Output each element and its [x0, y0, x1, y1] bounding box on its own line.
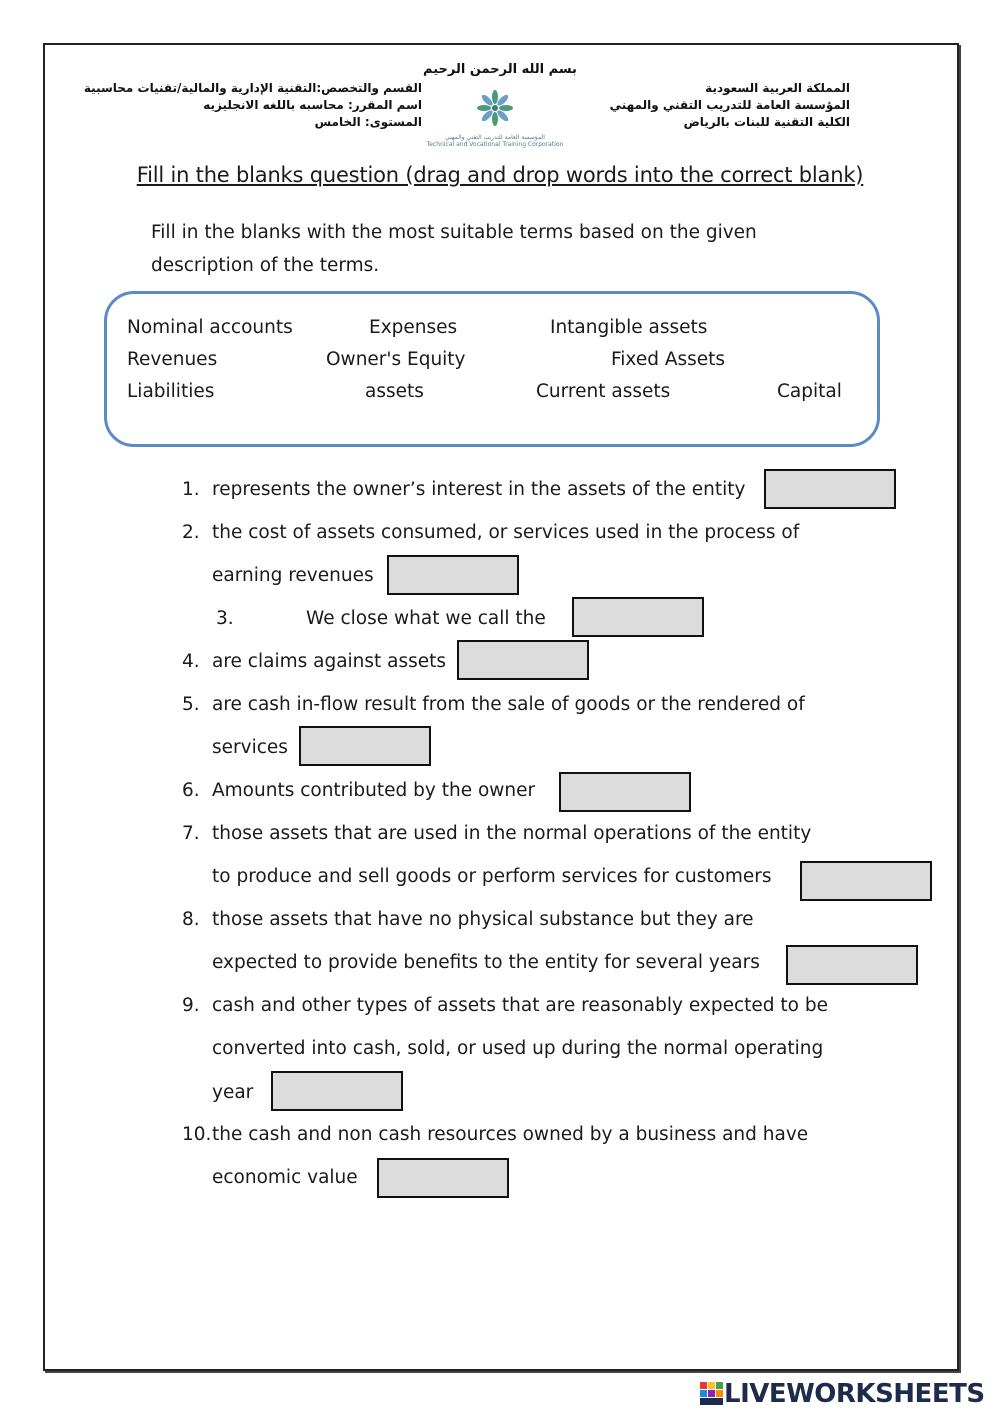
answer-blank-6[interactable] [559, 772, 691, 812]
institution-header [609, 80, 850, 131]
instruction-text: Fill in the blanks with the most suitable terms based on the given description of the terms. [151, 222, 757, 276]
question-text: those assets that have no physical substance but they are [212, 909, 754, 930]
question-number: 10. [182, 1124, 212, 1145]
word-bank [104, 291, 880, 447]
question-text: the cost of assets consumed, or services used in the process of [212, 522, 800, 543]
question-number: 4. [182, 651, 200, 672]
brand-name: LIVEWORKSHEETS [724, 1379, 985, 1409]
question-text: economic value [212, 1167, 358, 1188]
liveworksheets-brand[interactable] [700, 1378, 985, 1410]
question-number: 8. [182, 909, 200, 930]
header-line: الكلية التقنية للبنات بالرياض [683, 115, 850, 129]
question-text: converted into cash, sold, or used up during the normal operating [212, 1038, 824, 1059]
question-number: 6. [182, 780, 200, 801]
answer-blank-5[interactable] [299, 726, 431, 766]
question-text: are claims against assets [212, 651, 447, 672]
answer-blank-8[interactable] [786, 945, 918, 985]
question-text: are cash in-flow result from the sale of goods or the rendered of [212, 694, 805, 715]
answer-blank-7[interactable] [800, 861, 932, 901]
question-text: earning revenues [212, 565, 374, 586]
answer-blank-10[interactable] [377, 1158, 509, 1198]
worksheet-title: Fill in the blanks question (drag and drop words into the correct blank) [136, 163, 864, 187]
term-assets[interactable]: assets [365, 381, 424, 402]
question-number: 1. [182, 479, 200, 500]
header-line: المملكة العربية السعودية [705, 81, 850, 95]
course-header [83, 80, 422, 131]
answer-blank-9[interactable] [271, 1071, 403, 1111]
logo-text-ar: المؤسسة العامة للتدريب التقني والمهني [445, 134, 545, 141]
question-text: We close what we call the [306, 608, 546, 629]
question-number: 5. [182, 694, 200, 715]
question-text: represents the owner’s interest in the assets of the entity [212, 479, 746, 500]
question-number: 2. [182, 522, 200, 543]
tvtc-logo [420, 84, 570, 150]
answer-blank-1[interactable] [764, 469, 896, 509]
question-text: year [212, 1082, 254, 1103]
logo-text-en: Technical and Vocational Training Corporation [426, 141, 564, 148]
header-line: المؤسسة العامة للتدريب التقني والمهني [609, 98, 850, 112]
question-text: cash and other types of assets that are reasonably expected to be [212, 995, 828, 1016]
term-owners-equity[interactable]: Owner's Equity [326, 349, 466, 370]
term-fixed-assets[interactable]: Fixed Assets [611, 349, 726, 370]
term-liabilities[interactable]: Liabilities [127, 381, 215, 402]
answer-blank-3[interactable] [572, 597, 704, 637]
question-text: services [212, 737, 288, 758]
question-text: Amounts contributed by the owner [212, 780, 536, 801]
question-text: the cash and non cash resources owned by a business and have [212, 1124, 809, 1145]
term-capital[interactable]: Capital [777, 381, 842, 402]
term-current-assets[interactable]: Current assets [536, 381, 671, 402]
term-intangible-assets[interactable]: Intangible assets [550, 317, 708, 338]
term-expenses[interactable]: Expenses [369, 317, 458, 338]
logo-emblem-icon [420, 84, 570, 134]
header-line: اسم المقرر: محاسبه باللغه الانجليزيه [203, 98, 422, 112]
term-nominal-accounts[interactable]: Nominal accounts [127, 317, 293, 338]
header-line: القسم والتخصص:التقنية الإدارية والمالية/تقنيات محاسبية [83, 81, 422, 95]
term-revenues[interactable]: Revenues [127, 349, 218, 370]
answer-blank-2[interactable] [387, 555, 519, 595]
question-number: 3. [216, 608, 234, 629]
question-text: those assets that are used in the normal operations of the entity [212, 823, 812, 844]
answer-blank-4[interactable] [457, 640, 589, 680]
liveworksheets-logo-icon [700, 1382, 724, 1406]
basmala: بسم الله الرحمن الرحيم [423, 62, 577, 77]
header-line: المستوى: الخامس [314, 115, 422, 129]
question-number: 7. [182, 823, 200, 844]
question-number: 9. [182, 995, 200, 1016]
question-text: expected to provide benefits to the entity for several years [212, 952, 760, 973]
question-text: to produce and sell goods or perform services for customers [212, 866, 772, 887]
